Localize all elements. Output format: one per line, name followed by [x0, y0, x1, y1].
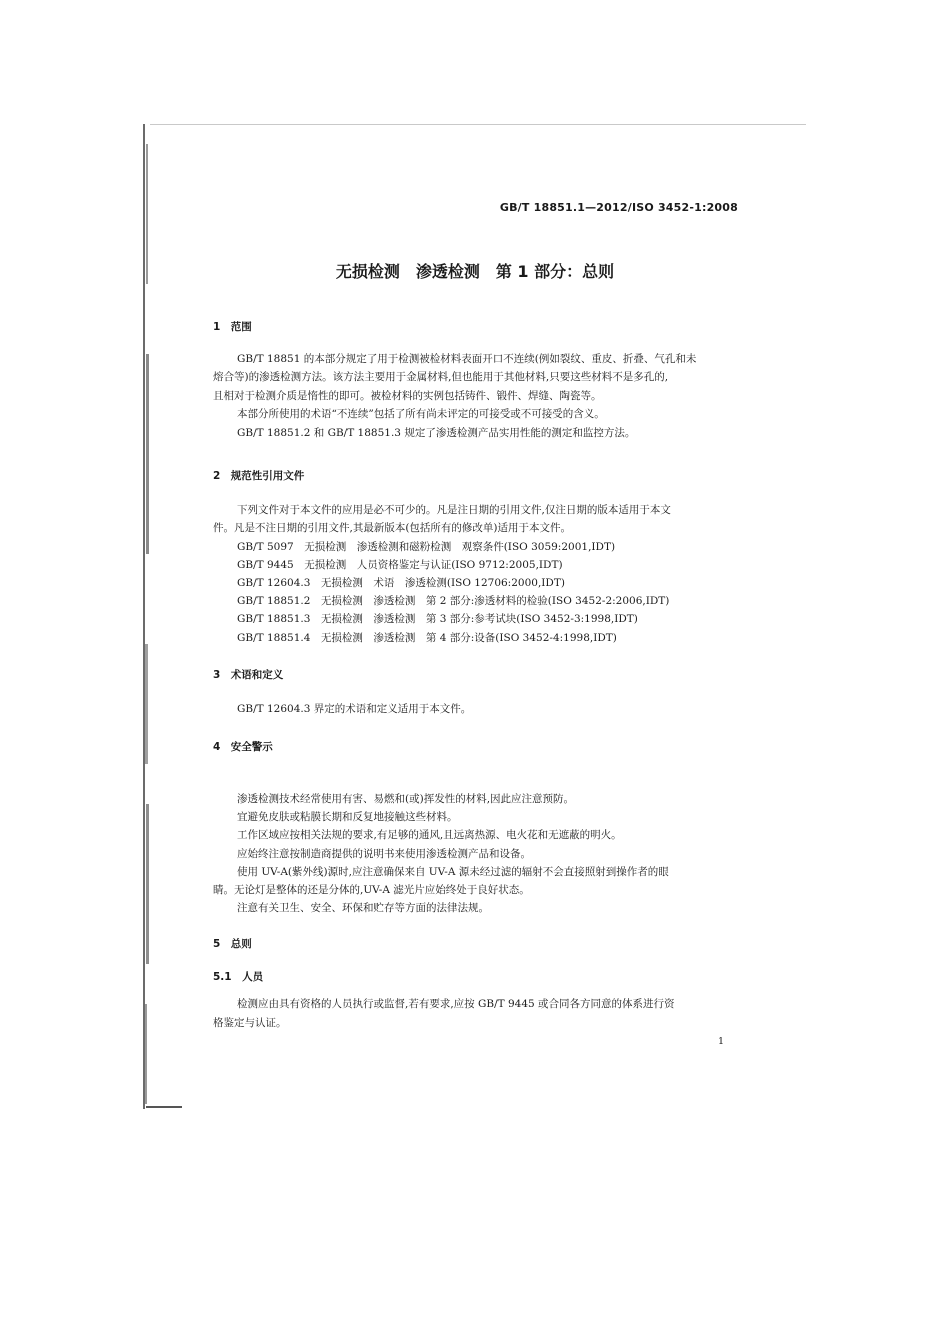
- s4-line-6: 睛。无论灯是整体的还是分体的,UV-A 滤光片应始终处于良好状态。: [213, 884, 530, 896]
- s1-line-1: GB/T 18851 的本部分规定了用于检测被检材料表面开口不连续(例如裂纹、重皮、折叠、气孔和未: [237, 353, 697, 365]
- top-rule: [150, 124, 806, 125]
- s1-line-5: GB/T 18851.2 和 GB/T 18851.3 规定了渗透检测产品实用性能的测定和监控方法。: [237, 427, 636, 439]
- section-2-heading: 2 规范性引用文件: [213, 470, 305, 482]
- s4-line-4: 应始终注意按制造商提供的说明书来使用渗透检测产品和设备。: [237, 848, 531, 860]
- s1-line-3: 且相对于检测介质是惰性的即可。被检材料的实例包括铸件、锻件、焊缝、陶瓷等。: [213, 390, 602, 402]
- section-1-heading: 1 范围: [213, 321, 252, 333]
- s2-line-1: 下列文件对于本文件的应用是必不可少的。凡是注日期的引用文件,仅注日期的版本适用于本文: [237, 504, 671, 516]
- page-number: 1: [718, 1036, 725, 1047]
- section-5-1-heading: 5.1 人员: [213, 971, 264, 983]
- s4-line-5: 使用 UV-A(紫外线)源时,应注意确保来自 UV-A 源未经过滤的辐射不会直接照射到操作者的眼: [237, 866, 669, 878]
- s4-line-2: 宜避免皮肤或粘膜长期和反复地接触这些材料。: [237, 811, 458, 823]
- section-5-heading: 5 总则: [213, 938, 252, 950]
- bottom-rule: [146, 1106, 182, 1108]
- s2-ref-2: GB/T 9445 无损检测 人员资格鉴定与认证(ISO 9712:2005,IDT): [237, 559, 563, 571]
- s2-ref-1: GB/T 5097 无损检测 渗透检测和磁粉检测 观察条件(ISO 3059:2001,IDT): [237, 541, 616, 553]
- section-3-heading: 3 术语和定义: [213, 669, 284, 681]
- standard-number: GB/T 18851.1—2012/ISO 3452-1:2008: [499, 201, 738, 214]
- s1-line-4: 本部分所使用的术语“不连续”包括了所有尚未评定的可接受或不可接受的含义。: [237, 408, 605, 420]
- s2-ref-5: GB/T 18851.3 无损检测 渗透检测 第 3 部分:参考试块(ISO 3452-3:1998,IDT): [237, 613, 638, 625]
- s4-line-1: 渗透检测技术经常使用有害、易燃和(或)挥发性的材料,因此应注意预防。: [237, 793, 575, 805]
- s3-line-1: GB/T 12604.3 界定的术语和定义适用于本文件。: [237, 703, 472, 715]
- s4-line-7: 注意有关卫生、安全、环保和贮存等方面的法律法规。: [237, 902, 489, 914]
- s2-ref-6: GB/T 18851.4 无损检测 渗透检测 第 4 部分:设备(ISO 3452-4:1998,IDT): [237, 632, 617, 644]
- s5-1-line-2: 格鉴定与认证。: [213, 1017, 287, 1029]
- s2-line-2: 件。凡是不注日期的引用文件,其最新版本(包括所有的修改单)适用于本文件。: [213, 522, 572, 534]
- s1-line-2: 熔合等)的渗透检测方法。该方法主要用于金属材料,但也能用于其他材料,只要这些材料不是多孔的,: [213, 371, 669, 383]
- s2-ref-4: GB/T 18851.2 无损检测 渗透检测 第 2 部分:渗透材料的检验(ISO 3452-2:2006,IDT): [237, 595, 670, 607]
- section-4-heading: 4 安全警示: [213, 741, 273, 753]
- s5-1-line-1: 检测应由具有资格的人员执行或监督,若有要求,应按 GB/T 9445 或合同各方同意的体系进行资: [237, 998, 675, 1010]
- s4-line-3: 工作区域应按相关法规的要求,有足够的通风,且远离热源、电火花和无遮蔽的明火。: [237, 829, 622, 841]
- document-title: 无损检测 渗透检测 第 1 部分：总则: [335, 262, 615, 281]
- s2-ref-3: GB/T 12604.3 无损检测 术语 渗透检测(ISO 12706:2000,IDT): [237, 577, 565, 589]
